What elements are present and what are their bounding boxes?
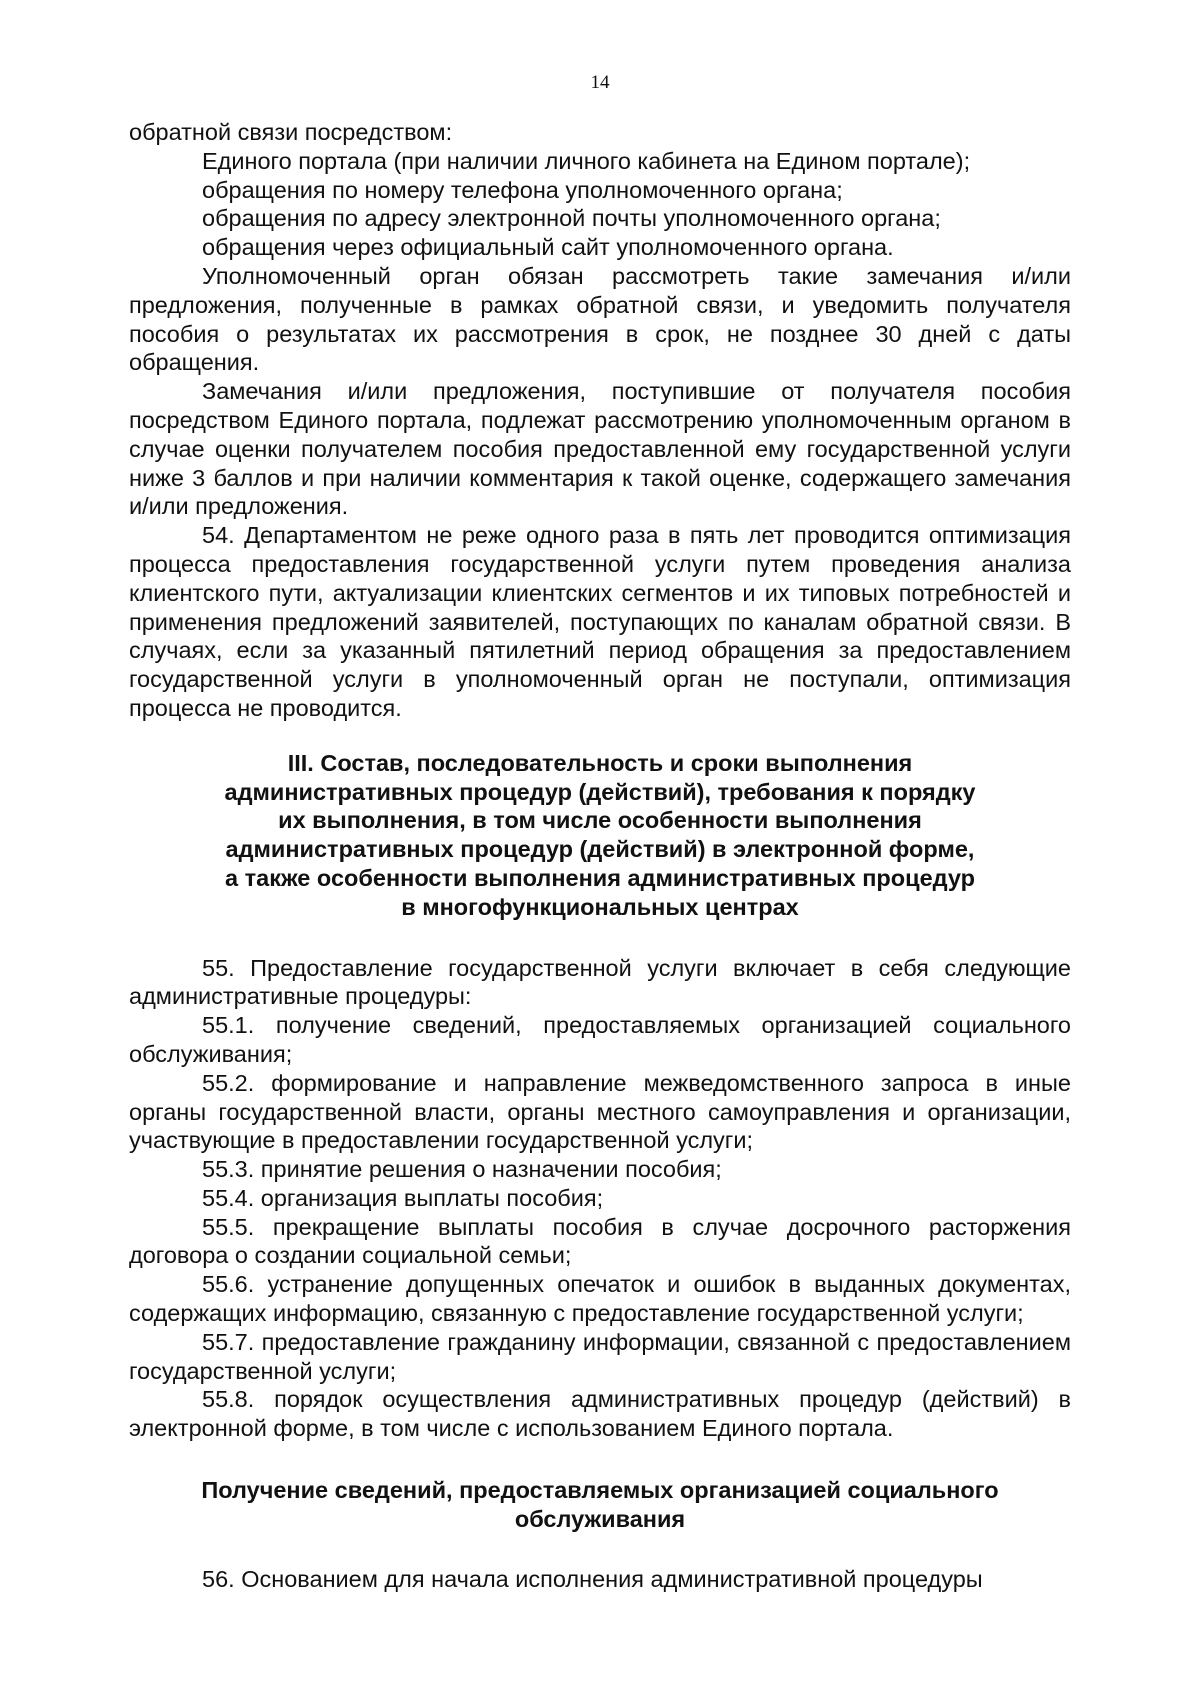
section-heading-line: III. Состав, последовательность и сроки выполнения bbox=[287, 749, 913, 776]
section-heading-line: административных процедур (действий) в электронной форме, bbox=[225, 836, 975, 863]
paragraph: Уполномоченный орган обязан рассмотреть такие замечания и/или предложения, полученные в рамках обратной связи, и уведомить получателя пособия о результатах их рассмотрения в срок, не позднее 30 дней с даты обращения. bbox=[129, 262, 1071, 376]
list-item: 55.8. порядок осуществления административных процедур (действий) в электронной форме, в том числе с использованием Единого портала. bbox=[129, 1386, 1071, 1442]
page-number: 14 bbox=[590, 72, 610, 93]
list-item: обращения по адресу электронной почты уполномоченного органа; bbox=[202, 205, 941, 232]
section-heading-line: в многофункциональных центрах bbox=[401, 893, 799, 920]
paragraph: обратной связи посредством: bbox=[129, 119, 453, 145]
section-heading-line: административных процедур (действий), требования к порядку bbox=[224, 778, 976, 805]
section-heading bbox=[129, 749, 1071, 922]
list-item: 55.4. организация выплаты пособия; bbox=[202, 1184, 604, 1211]
list-item: 55.7. предоставление гражданину информации, связанной с предоставлением государственной услуги; bbox=[129, 1328, 1071, 1384]
list-item: обращения через официальный сайт уполномоченного органа. bbox=[202, 234, 894, 261]
section-heading-line: их выполнения, в том числе особенности выполнения bbox=[278, 807, 922, 834]
list-item: Единого портала (при наличии личного кабинета на Едином портале); bbox=[202, 147, 971, 174]
paragraph: 55. Предоставление государственной услуги включает в себя следующие административные процедуры: bbox=[129, 954, 1071, 1010]
subsection-heading-line: Получение сведений, предоставляемых организацией социального bbox=[201, 1477, 999, 1504]
list-item: 55.1. получение сведений, предоставляемых организацией социального обслуживания; bbox=[129, 1012, 1071, 1067]
list-item: 55.3. принятие решения о назначении пособия; bbox=[202, 1156, 722, 1183]
subsection-heading bbox=[129, 1476, 1071, 1534]
paragraph: Замечания и/или предложения, поступившие от получателя пособия посредством Единого портала, подлежат рассмотрению уполномоченным органом в случае оценки получателем пособия предоставленной ему государственной услуги ниже 3 баллов и при наличии комментария к такой оценке, содержащего замечания и/или предложения. bbox=[129, 378, 1071, 520]
paragraph: 54. Департаментом не реже одного раза в пять лет проводится оптимизация процесса предоставления государственной услуги путем проведения анализа клиентского пути, актуализации клиентских сегментов и их типовых потребностей и применения предложений заявителей, поступающих по каналам обратной связи. В случаях, если за указанный пятилетний период обращения за предоставлением государственной услуги в уполномоченный орган не поступали, оптимизация процесса не проводится. bbox=[129, 522, 1071, 721]
list-item: 55.6. устранение допущенных опечаток и ошибок в выданных документах, содержащих информацию, связанную с предоставление государственной услуги; bbox=[129, 1271, 1071, 1327]
list-item: 55.2. формирование и направление межведомственного запроса в иные органы государственной власти, органы местного самоуправления и организации, участвующие в предоставлении государственной услуги; bbox=[129, 1069, 1071, 1154]
subsection-heading-line: обслуживания bbox=[514, 1505, 686, 1532]
list-item: 55.5. прекращение выплаты пособия в случае досрочного расторжения договора о создании социальной семьи; bbox=[129, 1213, 1071, 1269]
section-heading-line: а также особенности выполнения административных процедур bbox=[225, 864, 975, 891]
list-item: обращения по номеру телефона уполномоченного органа; bbox=[202, 176, 843, 203]
document-body bbox=[129, 118, 1071, 1593]
paragraph: 56. Основанием для начала исполнения административной процедуры bbox=[202, 1565, 983, 1592]
